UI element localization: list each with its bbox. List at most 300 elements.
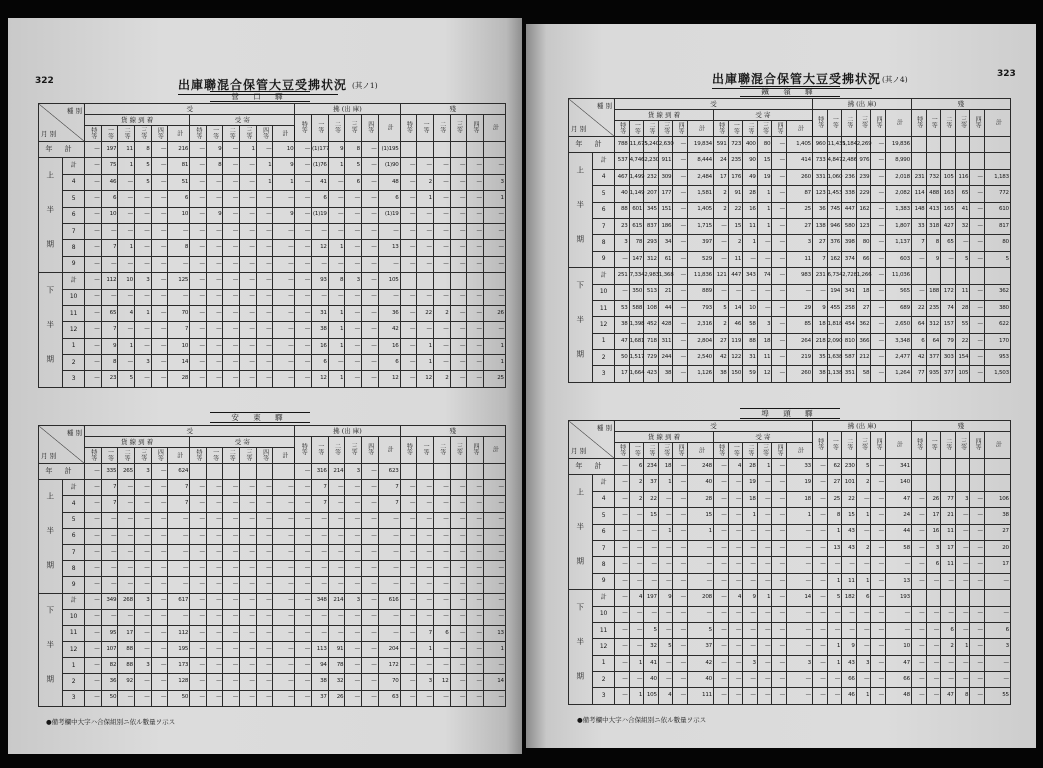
data-cell: —: [856, 491, 871, 507]
data-cell: —: [240, 674, 257, 690]
data-cell: —: [345, 256, 362, 272]
period-label-cell: [39, 158, 63, 273]
grade-header: [312, 437, 329, 464]
data-cell: —: [312, 528, 329, 544]
data-cell: —: [757, 251, 772, 267]
data-cell: —: [743, 284, 758, 300]
data-cell: —: [673, 300, 688, 316]
data-cell: 43: [842, 524, 857, 540]
data-cell: —: [134, 322, 151, 338]
data-cell: 9: [101, 338, 118, 354]
data-cell: —: [256, 544, 273, 560]
data-cell: 1: [658, 524, 673, 540]
data-cell: —: [256, 561, 273, 577]
data-cell: —: [728, 573, 743, 589]
total-cell: —: [687, 606, 713, 622]
data-cell: —: [295, 512, 312, 528]
grade-header: [955, 110, 970, 137]
data-cell: —: [361, 207, 378, 223]
grade-label: 計: [386, 446, 394, 453]
grade-label: 二等: [944, 438, 952, 451]
data-cell: —: [400, 512, 417, 528]
total-cell: 24: [885, 508, 911, 524]
data-cell: [450, 273, 467, 289]
total-cell: —: [786, 672, 812, 688]
data-cell: 188: [926, 284, 941, 300]
receipt-header: 受: [615, 99, 813, 110]
data-cell: —: [151, 609, 168, 625]
data-cell: 9: [842, 639, 857, 655]
station-table: [38, 425, 506, 707]
data-cell: 9: [206, 142, 223, 158]
data-cell: —: [295, 674, 312, 690]
data-cell: 580: [842, 218, 857, 234]
data-cell: —: [629, 540, 644, 556]
grade-label: 計: [491, 446, 499, 453]
data-cell: —: [417, 240, 434, 256]
data-cell: —: [295, 273, 312, 289]
data-cell: 377: [941, 366, 956, 382]
data-cell: 2: [856, 540, 871, 556]
data-cell: —: [223, 544, 240, 560]
grade-label: 一等: [316, 121, 324, 134]
data-cell: —: [827, 622, 842, 638]
data-cell: —: [361, 158, 378, 174]
total-cell: 50: [168, 690, 190, 706]
annual-label: 年 計: [569, 459, 615, 475]
data-cell: 258: [842, 300, 857, 316]
data-cell: —: [970, 573, 985, 589]
data-cell: —: [673, 475, 688, 491]
data-cell: 1: [118, 158, 135, 174]
data-cell: [417, 273, 434, 289]
data-cell: 55: [955, 317, 970, 333]
data-cell: 4: [658, 688, 673, 704]
data-cell: 18: [812, 317, 827, 333]
data-cell: —: [615, 475, 630, 491]
data-cell: —: [295, 223, 312, 239]
grade-header: [941, 432, 956, 459]
data-cell: 1,453: [827, 186, 842, 202]
data-cell: 197: [101, 142, 118, 158]
data-cell: 15: [644, 508, 659, 524]
data-cell: —: [970, 202, 985, 218]
data-cell: —: [134, 512, 151, 528]
data-cell: 2,486: [842, 153, 857, 169]
data-cell: —: [433, 496, 450, 512]
data-cell: —: [658, 540, 673, 556]
month-label: 8: [63, 240, 85, 256]
data-cell: —: [85, 625, 102, 641]
data-cell: [955, 475, 970, 491]
data-cell: 16: [743, 202, 758, 218]
total-cell: 793: [687, 300, 713, 316]
half-total-row: [569, 475, 1011, 491]
data-cell: 2: [856, 475, 871, 491]
data-cell: —: [85, 609, 102, 625]
data-cell: —: [673, 606, 688, 622]
month-row: [39, 371, 506, 387]
data-cell: —: [970, 622, 985, 638]
total-cell: 40: [687, 672, 713, 688]
data-cell: —: [134, 561, 151, 577]
grade-label: 二等: [845, 438, 853, 451]
data-cell: 1: [757, 202, 772, 218]
total-cell: 6: [378, 191, 400, 207]
total-cell: 1,503: [984, 366, 1010, 382]
data-cell: —: [629, 606, 644, 622]
data-cell: —: [85, 512, 102, 528]
data-cell: 40: [615, 186, 630, 202]
data-cell: —: [467, 174, 484, 190]
total-cell: 42: [378, 322, 400, 338]
issue-header: 拂 (出 庫): [812, 421, 911, 432]
period-label-cell: [39, 273, 63, 388]
data-cell: —: [911, 606, 926, 622]
data-cell: —: [450, 355, 467, 371]
data-cell: —: [827, 688, 842, 704]
data-cell: —: [134, 289, 151, 305]
month-row: [569, 333, 1011, 349]
data-cell: —: [345, 496, 362, 512]
data-cell: 8: [206, 158, 223, 174]
data-cell: —: [134, 528, 151, 544]
data-cell: —: [673, 459, 688, 475]
grade-header: [206, 448, 223, 464]
total-cell: 48: [885, 688, 911, 704]
total-cell: —: [483, 480, 505, 496]
data-cell: —: [728, 524, 743, 540]
data-cell: 93: [312, 273, 329, 289]
grade-label: 特等: [89, 448, 97, 461]
data-cell: —: [240, 305, 257, 321]
station-title: 營 口 驛: [210, 91, 310, 102]
data-cell: 3: [134, 658, 151, 674]
total-cell: —: [483, 561, 505, 577]
grade-label: 四等: [156, 126, 164, 139]
total-cell: —: [273, 496, 295, 512]
data-cell: 6: [856, 590, 871, 606]
data-cell: —: [85, 593, 102, 609]
data-cell: 212: [856, 350, 871, 366]
grade-header: [757, 121, 772, 137]
grade-label: 一等: [106, 126, 114, 139]
data-cell: —: [256, 142, 273, 158]
data-cell: 33: [911, 218, 926, 234]
data-cell: —: [328, 289, 345, 305]
data-cell: [433, 142, 450, 158]
total-cell: 1,264: [885, 366, 911, 382]
data-cell: 2: [629, 491, 644, 507]
grade-label: 特等: [717, 443, 725, 456]
total-cell: 25: [483, 371, 505, 387]
data-cell: 2,630: [658, 137, 673, 153]
grade-header: [911, 110, 926, 137]
data-cell: —: [871, 169, 886, 185]
data-cell: 235: [728, 153, 743, 169]
data-cell: —: [190, 658, 207, 674]
total-cell: —: [483, 528, 505, 544]
data-cell: 6: [926, 557, 941, 573]
data-cell: 22: [842, 491, 857, 507]
data-cell: —: [328, 207, 345, 223]
grade-label: 一等: [316, 443, 324, 456]
data-cell: —: [743, 557, 758, 573]
period-label-cell: [39, 480, 63, 593]
data-cell: 350: [629, 284, 644, 300]
data-cell: —: [871, 540, 886, 556]
data-cell: —: [713, 251, 728, 267]
data-cell: 745: [827, 202, 842, 218]
grade-label: 四等: [156, 448, 164, 461]
period-label-cell: [569, 475, 593, 590]
total-cell: 7: [378, 480, 400, 496]
data-cell: —: [151, 593, 168, 609]
data-cell: 108: [644, 300, 659, 316]
month-label: 計: [63, 273, 85, 289]
total-cell: —: [378, 528, 400, 544]
data-cell: 5: [134, 174, 151, 190]
header-row: [39, 104, 506, 115]
data-cell: —: [118, 528, 135, 544]
data-cell: —: [433, 512, 450, 528]
month-label: 4: [593, 169, 615, 185]
data-cell: 4: [629, 590, 644, 606]
data-cell: 9: [812, 300, 827, 316]
data-cell: —: [256, 690, 273, 706]
data-cell: —: [151, 642, 168, 658]
data-cell: —: [713, 606, 728, 622]
grade-header: [256, 448, 273, 464]
month-row: [569, 524, 1011, 540]
month-row: [39, 305, 506, 321]
total-cell: —: [984, 606, 1010, 622]
data-cell: —: [256, 512, 273, 528]
data-cell: 12: [312, 371, 329, 387]
header-row: [569, 99, 1011, 110]
data-cell: —: [256, 191, 273, 207]
data-cell: —: [713, 218, 728, 234]
total-cell: 1,715: [687, 218, 713, 234]
month-row: [39, 355, 506, 371]
data-cell: 2: [713, 202, 728, 218]
grade-header: [984, 432, 1010, 459]
data-cell: —: [85, 690, 102, 706]
data-cell: —: [673, 688, 688, 704]
data-cell: —: [450, 305, 467, 321]
data-cell: —: [206, 561, 223, 577]
data-cell: —: [812, 557, 827, 573]
grade-label: 特等: [915, 438, 923, 451]
total-cell: 8,444: [687, 153, 713, 169]
data-cell: 11: [941, 557, 956, 573]
data-cell: —: [256, 289, 273, 305]
month-row: [569, 672, 1011, 688]
data-cell: —: [467, 609, 484, 625]
data-cell: —: [842, 557, 857, 573]
data-cell: [941, 137, 956, 153]
data-cell: —: [361, 674, 378, 690]
data-cell: 194: [827, 284, 842, 300]
data-cell: 7: [312, 480, 329, 496]
total-cell: 105: [378, 273, 400, 289]
data-cell: 6: [629, 459, 644, 475]
data-cell: —: [190, 371, 207, 387]
total-cell: 341: [885, 459, 911, 475]
month-row: [39, 577, 506, 593]
data-cell: —: [328, 609, 345, 625]
data-cell: —: [118, 174, 135, 190]
data-cell: —: [871, 573, 886, 589]
data-cell: —: [151, 191, 168, 207]
data-cell: —: [812, 573, 827, 589]
data-cell: 151: [658, 202, 673, 218]
data-cell: —: [450, 322, 467, 338]
data-cell: —: [85, 207, 102, 223]
data-cell: —: [295, 338, 312, 354]
total-cell: 610: [984, 202, 1010, 218]
data-cell: —: [772, 202, 787, 218]
station-title: 鐵 嶺 驛: [740, 86, 840, 97]
data-cell: 176: [728, 169, 743, 185]
grade-label: 計: [796, 124, 804, 131]
data-cell: —: [206, 174, 223, 190]
data-cell: —: [433, 642, 450, 658]
data-cell: —: [658, 622, 673, 638]
data-cell: —: [118, 355, 135, 371]
left-part-label: (其ノ1): [352, 81, 378, 90]
data-cell: —: [118, 289, 135, 305]
period-label: 上 半 期: [45, 492, 55, 578]
data-cell: —: [433, 174, 450, 190]
total-cell: [483, 464, 505, 480]
data-cell: —: [295, 464, 312, 480]
data-cell: —: [295, 544, 312, 560]
total-cell: 1,183: [984, 169, 1010, 185]
month-label: 3: [63, 371, 85, 387]
total-cell: 6: [168, 191, 190, 207]
data-cell: —: [812, 524, 827, 540]
total-cell: —: [786, 557, 812, 573]
data-cell: —: [827, 606, 842, 622]
data-cell: —: [400, 158, 417, 174]
month-label: 2: [63, 674, 85, 690]
data-cell: 28: [955, 300, 970, 316]
data-cell: —: [450, 609, 467, 625]
data-cell: 1: [658, 475, 673, 491]
data-cell: 8: [827, 508, 842, 524]
annual-row: [39, 142, 506, 158]
data-cell: —: [417, 593, 434, 609]
total-cell: —: [378, 609, 400, 625]
month-row: [569, 491, 1011, 507]
grade-label: 特等: [618, 443, 626, 456]
total-cell: 1: [483, 191, 505, 207]
data-cell: 718: [644, 333, 659, 349]
total-cell: 55: [984, 688, 1010, 704]
period-label-cell: [569, 153, 593, 268]
data-cell: —: [955, 235, 970, 251]
data-cell: [467, 273, 484, 289]
data-cell: —: [941, 672, 956, 688]
data-cell: 9: [328, 142, 345, 158]
total-cell: 1,807: [885, 218, 911, 234]
total-cell: 260: [786, 169, 812, 185]
total-cell: 204: [378, 642, 400, 658]
data-cell: —: [433, 256, 450, 272]
data-cell: —: [629, 508, 644, 524]
total-cell: 80: [984, 235, 1010, 251]
data-cell: 15: [757, 153, 772, 169]
month-row: [39, 191, 506, 207]
data-cell: —: [467, 240, 484, 256]
data-cell: —: [223, 174, 240, 190]
data-cell: 2: [417, 174, 434, 190]
data-cell: —: [190, 544, 207, 560]
data-cell: 41: [644, 655, 659, 671]
data-cell: —: [728, 540, 743, 556]
data-cell: 455: [827, 300, 842, 316]
data-cell: —: [101, 512, 118, 528]
data-cell: —: [85, 289, 102, 305]
data-cell: —: [926, 639, 941, 655]
data-cell: —: [400, 544, 417, 560]
deposit-header: 受 寄: [190, 437, 295, 448]
data-cell: —: [615, 524, 630, 540]
data-cell: 79: [941, 333, 956, 349]
data-cell: 1: [856, 688, 871, 704]
data-cell: —: [361, 371, 378, 387]
data-cell: 723: [728, 137, 743, 153]
data-cell: 11: [757, 350, 772, 366]
data-cell: —: [361, 464, 378, 480]
data-cell: —: [312, 577, 329, 593]
data-cell: —: [295, 371, 312, 387]
data-cell: —: [450, 528, 467, 544]
data-cell: 12: [312, 240, 329, 256]
data-cell: —: [240, 240, 257, 256]
data-cell: 38: [312, 322, 329, 338]
total-cell: 58: [885, 540, 911, 556]
data-cell: 32: [955, 218, 970, 234]
data-cell: —: [871, 639, 886, 655]
data-cell: 2: [433, 305, 450, 321]
data-cell: —: [345, 223, 362, 239]
data-cell: —: [450, 480, 467, 496]
data-cell: —: [361, 240, 378, 256]
corner-type-label: 種 別: [596, 424, 612, 432]
data-cell: 1,060: [827, 169, 842, 185]
data-cell: —: [467, 593, 484, 609]
data-cell: —: [713, 475, 728, 491]
data-cell: —: [673, 333, 688, 349]
data-cell: 11: [743, 218, 758, 234]
data-cell: —: [871, 655, 886, 671]
data-cell: —: [812, 606, 827, 622]
data-cell: —: [926, 622, 941, 638]
grade-header: [361, 115, 378, 142]
data-cell: —: [190, 142, 207, 158]
data-cell: 2,090: [827, 333, 842, 349]
data-cell: —: [743, 251, 758, 267]
data-cell: —: [295, 305, 312, 321]
grade-header: [728, 443, 743, 459]
data-cell: —: [223, 289, 240, 305]
data-cell: 147: [629, 251, 644, 267]
data-cell: —: [417, 480, 434, 496]
data-cell: —: [757, 491, 772, 507]
month-label: 2: [593, 350, 615, 366]
